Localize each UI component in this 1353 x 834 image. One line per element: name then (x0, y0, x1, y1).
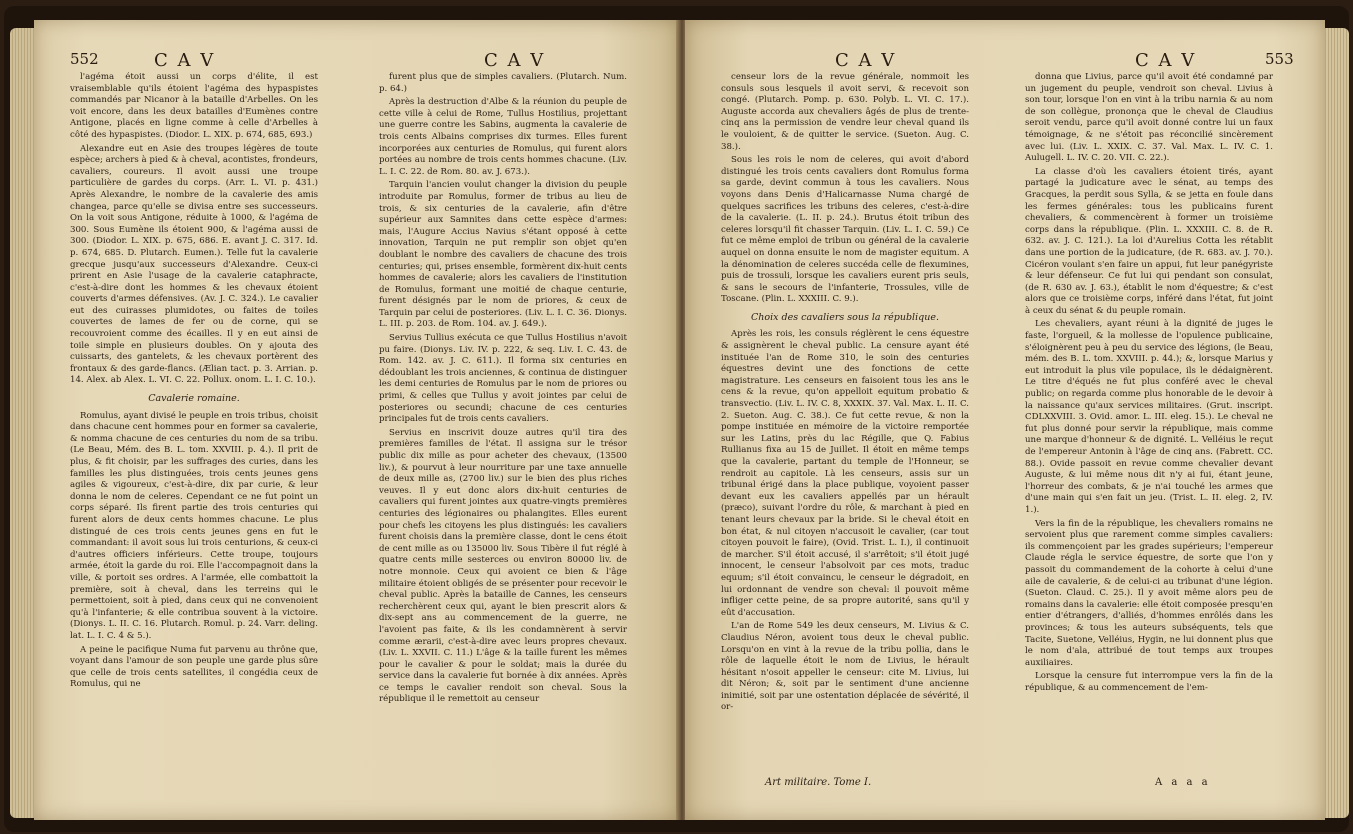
paragraph: L'an de Rome 549 les deux censeurs, M. Livius & C. Claudius Néron, avoient tous deux le cheval public. Lorsqu'on en vint à la revue de la tribu pollia, dans le rôle de laquelle étoit le nom de Livius, le hérault hésitant n'osoit appeller le censeur: cite M. Livius, lui dit Néron; &, soit par le sentiment d'une ancienne inimitié, soit par une ostentation déplacée de sévérité, il or- (721, 621, 969, 713)
running-head-left: C A V (154, 50, 216, 71)
paragraph: furent plus que de simples cavaliers. (Plutarch. Num. p. 64.) (379, 72, 627, 94)
volume-footer: Art militaire. Tome I. (765, 777, 872, 788)
text-column-1 (70, 72, 318, 693)
page-number: 553 (1265, 50, 1294, 68)
paragraph: Tarquin l'ancien voulut changer la division du peuple introduite par Romulus, former de tribus au lieu de trois, & six centuries de la cavalerie, afin d'être supérieur aux Samnites dans cette espèce d'armes: mais, l'Augure Accius Navius s'étant opposé à cette innovation, Tarquin ne put remplir son objet qu'en doublant le nombre des cavaliers de chacune des trois centuries; qui, prises ensemble, formèrent dix-huit cents hommes de cavalerie; alors les cavaliers de l'institution de Romulus, formant une moitié de chaque centurie, furent désignés par le nom de priores, & ceux de Tarquin par celui de posteriores. (Liv. L. I. C. 36. Dionys. L. III. p. 203. de Rom. 104. av. J. 649.). (379, 180, 627, 330)
signature-mark: A a a a (1155, 777, 1211, 788)
paragraph: A peine le pacifique Numa fut parvenu au thrône que, voyant dans l'amour de son peuple une garde plus sûre que celle de trois cents satellites, il congédia ceux de Romulus, qui ne (70, 644, 318, 690)
paragraph: Après les rois, les consuls réglèrent le cens équestre & assignèrent le cheval public. La censure ayant été instituée l'an de Rome 310, le soin des centuries équestres devint une des fonctions de cette magistrature. Les censeurs en faisoient tous les ans le cens & la revue, qu'on appelloit equitum probatio & transvectio. (Liv. L. IV. C. 8, XXXIX. 37. Val. Max. L. II. C. 2. Sueton. Aug. C. 38.). Ce fut cette revue, & non la pompe instituée en mémoire de la victoire remportée sur les Latins, près du lac Régille, que Q. Fabius Rullianus fixa au 15 de Juillet. Il étoit en même temps que la cavalerie, partant du temple de l'Honneur, se rendroit au capitole. Là les censeurs, assis sur un tribunal érigé dans la place publique, voyoient passer devant eux les cavaliers appellés par un hérault (præco), suivant l'ordre du rôle, & marchant à pied en tenant leurs chevaux par la bride. Si le cheval étoit en bon état, & nul citoyen n'accusoit le cavalier, (car tout citoyen pouvoit le faire), (Ovid. Trist. L. I.), il continuoit de marcher. S'il étoit accusé, il s'arrêtoit; s'il étoit jugé innocent, le censeur l'absolvoit par ces mots, traduc equum; s'il étoit convaincu, le censeur le dégradoit, en lui ordonnant de vendre son cheval: il pouvoit même infliger cette peine, de sa propre autorité, sans qu'il y eût d'accusation. (721, 329, 969, 618)
left-page (34, 20, 679, 820)
paragraph: La classe d'où les cavaliers étoient tirés, ayant partagé la judicature avec le sénat, au temps des Gracques, la perdit sous Sylla, & se jetta en foule dans les fermes générales: tous les publicains furent chevaliers, & commencèrent à former un troisième corps dans la république. (Plin. L. XXXIII. C. 8. de R. 632. av. J. C. 121.). La loi d'Aurelius Cotta les rétablit dans une portion de la judicature, (de R. 683. av. J. 70.). Cicéron voulant s'en faire un appui, fut leur panégyriste & leur défenseur. Ce fut lui qui pendant son consulat, (de R. 630 av. J. 63.), établit le nom d'équestre; & c'est alors que ce troisième corps, inféré dans l'état, fut joint à ceux du sénat & du peuple romain. (1025, 166, 1273, 316)
page-edges-left (10, 28, 34, 818)
text-column-2 (379, 72, 627, 708)
page-number: 552 (70, 50, 99, 68)
open-book (4, 6, 1349, 832)
paragraph: l'agéma étoit aussi un corps d'élite, il est vraisemblable qu'ils étoient l'agéma des hypaspistes commandés par Nicanor à la bataille d'Arbelles. On les voit encore, dans les deux batailles d'Eumènes contre Antigone, placés en ligne comme à celle d'Arbelles à côté des hypaspistes. (Diodor. L. XIX. p. 674, 685, 693.) (70, 72, 318, 140)
text-column-2 (1025, 72, 1273, 696)
section-title: Cavalerie romaine. (148, 393, 240, 405)
right-page (685, 20, 1325, 820)
paragraph: Lorsque la censure fut interrompue vers la fin de la république, & au commencement de l'em- (1025, 671, 1273, 693)
text-column-1 (721, 72, 969, 716)
running-head-right: C A V (1135, 50, 1197, 71)
paragraph: donna que Livius, parce qu'il avoit été condamné par un jugement du peuple, vendroit son cheval. Livius à son tour, lorsque l'on en vint à la tribu narnia & au nom de son collègue, prononça que le cheval de Claudius seroit vendu, parce qu'il avoit donné contre lui un faux témoignage, & ne s'étoit pas réconcilié sincèrement avec lui. (Liv. L. XXIX. C. 37. Val. Max. L. IV. C. 1. Aulugell. L. IV. C. 20. VII. C. 22.). (1025, 72, 1273, 164)
paragraph: Sous les rois le nom de celeres, qui avoit d'abord distingué les trois cents cavaliers dont Romulus forma sa garde, devint commun à tous les cavaliers. Nous voyons dans Denis d'Halicarnasse Numa chargé de quelques sacrifices les tribuns des celeres, c'est-à-dire de la cavalerie. (L. II. p. 24.). Brutus étoit tribun des celeres lorsqu'il fit chasser Tarquin. (Liv. L. I. C. 59.) Ce fut ce même emploi de tribun ou général de la cavalerie auquel on donna ensuite le nom de magister equitum. A la dénomination de celeres succéda celle de flexumines, puis de trossuli, lorsque les cavaliers eurent pris seuls, & sans le secours de l'infanterie, Trossules, ville de Toscane. (Plin. L. XXXIII. C. 9.). (721, 155, 969, 305)
paragraph: Alexandre eut en Asie des troupes légères de toute espèce; archers à pied & à cheval, acontistes, frondeurs, cavaliers, coureurs. Il avoit aussi une troupe particulière de gardes du corps. (Arr. L. VI. p. 431.) Après Alexandre, le nombre de la cavalerie des amis changea, parce qu'elle se divisa entre ses successeurs. On la voit sous Antigone, réduite à 1000, & l'agéma de 300. Sous Eumène ils étoient 900, & l'agéma aussi de 300. (Diodor. L. XIX. p. 675, 686. E. avant J. C. 317. Id. p. 674, 685. D. Plutarch. Eumen.). Telle fut la cavalerie grecque jusqu'aux successeurs d'Alexandre. Ceux-ci prirent en Asie l'usage de la cavalerie cataphracte, c'est-à-dire dont les hommes & les chevaux étoient couverts d'armes défensives. (Av. J. C. 324.). Le cavalier eut des cuirasses plumidotes, ou faites de toiles couvertes de lames de fer ou de corne, qui se recouvroient comme des écailles. Il y en eut ainsi de toile simple en plusieurs doubles. On y ajouta des cuissarts, des gantelets, & les chevaux portèrent des frontaux & des garde-flancs. (Ælian tact. p. 3. Arrian. p. 14. Alex. ab Alex. L. VI. C. 22. Pollux. onom. L. I. C. 10.). (70, 143, 318, 386)
section-title: Choix des cavaliers sous la république. (751, 311, 939, 323)
paragraph: Vers la fin de la république, les chevaliers romains ne servoient plus que rarement comme simples cavaliers: ils commençoient par les grades supérieurs; l'empereur Claude régla le service équestre, de sorte que l'on y passoit du commandement de la cohorte à celui d'une aile de cavalerie, & de celui-ci au tribunat d'une légion. (Sueton. Claud. C. 25.). Il y avoit même alors peu de romains dans la cavalerie: elle étoit composée presqu'en entier d'étrangers, d'alliés, d'hommes enrôlés dans les provinces; & tous les auteurs subséquents, tels que Tacite, Suetone, Velléius, Hygin, ne lui donnent plus que le nom d'ala, attribué de tout temps aux troupes auxiliaires. (1025, 518, 1273, 668)
paragraph: censeur lors de la revue générale, nommoit les consuls sous lesquels il avoit servi, & recevoit son congé. (Plutarch. Pomp. p. 630. Polyb. L. VI. C. 17.). Auguste accorda aux chevaliers âgés de plus de trente-cinq ans la permission de vendre leur cheval quand ils le vouloient, & de quitter le service. (Sueton. Aug. C. 38.). (721, 72, 969, 152)
paragraph: Servius en inscrivit douze autres qu'il tira des premières familles de l'état. Il assigna sur le trésor public dix mille as pour acheter des chevaux, (13500 liv.), & pourvut à leur nourriture par une taxe annuelle de deux mille as, (2700 liv.) sur le bien des plus riches veuves. Il y eut donc alors dix-huit centuries de cavaliers qui furent jointes aux quatre-vingts premières centuries des légionaires ou phalangites. Elles eurent pour chefs les citoyens les plus distingués: les cavaliers furent choisis dans la première classe, dont le cens étoit de cent mille as ou 135000 liv. Sous Tibère il fut réglé à quatre cents mille sesterces ou environ 80000 liv. de notre monnoie. Ceux qui avoient ce bien & l'âge militaire étoient obligés de se présenter pour recevoir le cheval public. Après la bataille de Cannes, les censeurs recherchèrent ceux qui, ayant le bien prescrit alors & dix-sept ans au commencement de la guerre, ne l'avoient pas faite, & ils les condamnèrent à servir comme ærarii, c'est-à-dire avec leurs propres chevaux. (Liv. L. XXVII. C. 11.) L'âge & la taille furent les mêmes pour le cavalier & pour le soldat; mais la durée du service dans la cavalerie fut bornée à dix années. Après ce temps le cavalier rendoit son cheval. Sous la république il le remettoit au censeur (379, 427, 627, 705)
running-head-left: C A V (835, 50, 897, 71)
paragraph: Servius Tullius exécuta ce que Tullus Hostilius n'avoit pu faire. (Dionys. Liv. IV. p. 222, & seq. Liv. I. C. 43. de Rom. 142. av. J. C. 611.). Il forma six centuries en dédoublant les trois anciennes, & continua de distinguer les demi centuries de Romulus par le nom de priores ou primi, & celles que Tullus y avoit jointes par celui de posteriores ou secundi; chacune de ces centuries principales fut de trois cents cavaliers. (379, 333, 627, 425)
paragraph: Après la destruction d'Albe & la réunion du peuple de cette ville à celui de Rome, Tullus Hostilius, projettant une guerre contre les Sabins, augmenta la cavalerie de trois cents Albains comprises dix turmes. Elles furent incorporées aux centuries de Romulus, qui furent alors portées au nombre de trois cents hommes chacune. (Liv. L. I. C. 22. de Rom. 80. av. J. 673.). (379, 97, 627, 177)
running-head-right: C A V (484, 50, 546, 71)
page-edges-right (1325, 28, 1349, 818)
paragraph: Romulus, ayant divisé le peuple en trois tribus, choisit dans chacune cent hommes pour en former sa cavalerie, & nomma chacune de ces centuries du nom de sa tribu. (Le Beau, Mém. des B. L. tom. XXVIII. p. 4.). Il prit de plus, & fit choisir, par les suffrages des curies, dans les familles les plus distinguées, trois cents jeunes gens agiles & vigoureux, c'est-à-dire, dix par curie, & leur donna le nom de celeres. Cependant ce ne fut point un corps séparé. Ils firent partie des trois centuries qui furent alors de deux cents hommes chacune. Le plus distingué de ces trois cents jeunes gens en fut le commandant: il avoit sous lui trois centurions, & ceux-ci d'autres officiers inférieurs. Cette troupe, toujours armée, étoit la garde du roi. Elle l'accompagnoit dans la ville, & portoit ses ordres. A l'armée, elle combattoit la première, soit à cheval, dans les terreins qui le permettoient, soit à pied, dans ceux qui ne convenoient qu'à l'infanterie; & elle contribua souvent à la victoire. (Dionys. L. II. C. 16. Plutarch. Romul. p. 24. Varr. deling. lat. L. I. C. 4 & 5.). (70, 410, 318, 641)
paragraph: Les chevaliers, ayant réuni à la dignité de juges le faste, l'orgueil, & la mollesse de l'opulence publicaine, s'éloignèrent peu à peu du service des légions, (le Beau, mém. des B. L. tom. XXVIII. p. 44.); &, lorsque Marius y eut introduit la plus vile populace, ils le dédaignèrent. Le titre d'équés ne fut plus conféré avec le cheval public; on regarda comme plus honorable de le devoir à la naissance qu'aux services militaires. (Grut. inscript. CDLXXVIII. 3. Ovid. amor. L. III. eleg. 15.). Le cheval ne fut plus donné pour servir la république, mais comme une marque d'honneur & de dignité. L. Velléius le reçut de l'empereur Antonin à l'âge de cinq ans. (Fabrett. CC. 88.). Ovide passoit en revue comme chevalier devant Auguste, & lui même nous dit n'y ai fui, étant jeune, l'horreur des combats, & je n'ai touché les armes que d'une main qui s'en fait un jeu. (Trist. L. II. eleg. 2, IV. 1.). (1025, 319, 1273, 515)
